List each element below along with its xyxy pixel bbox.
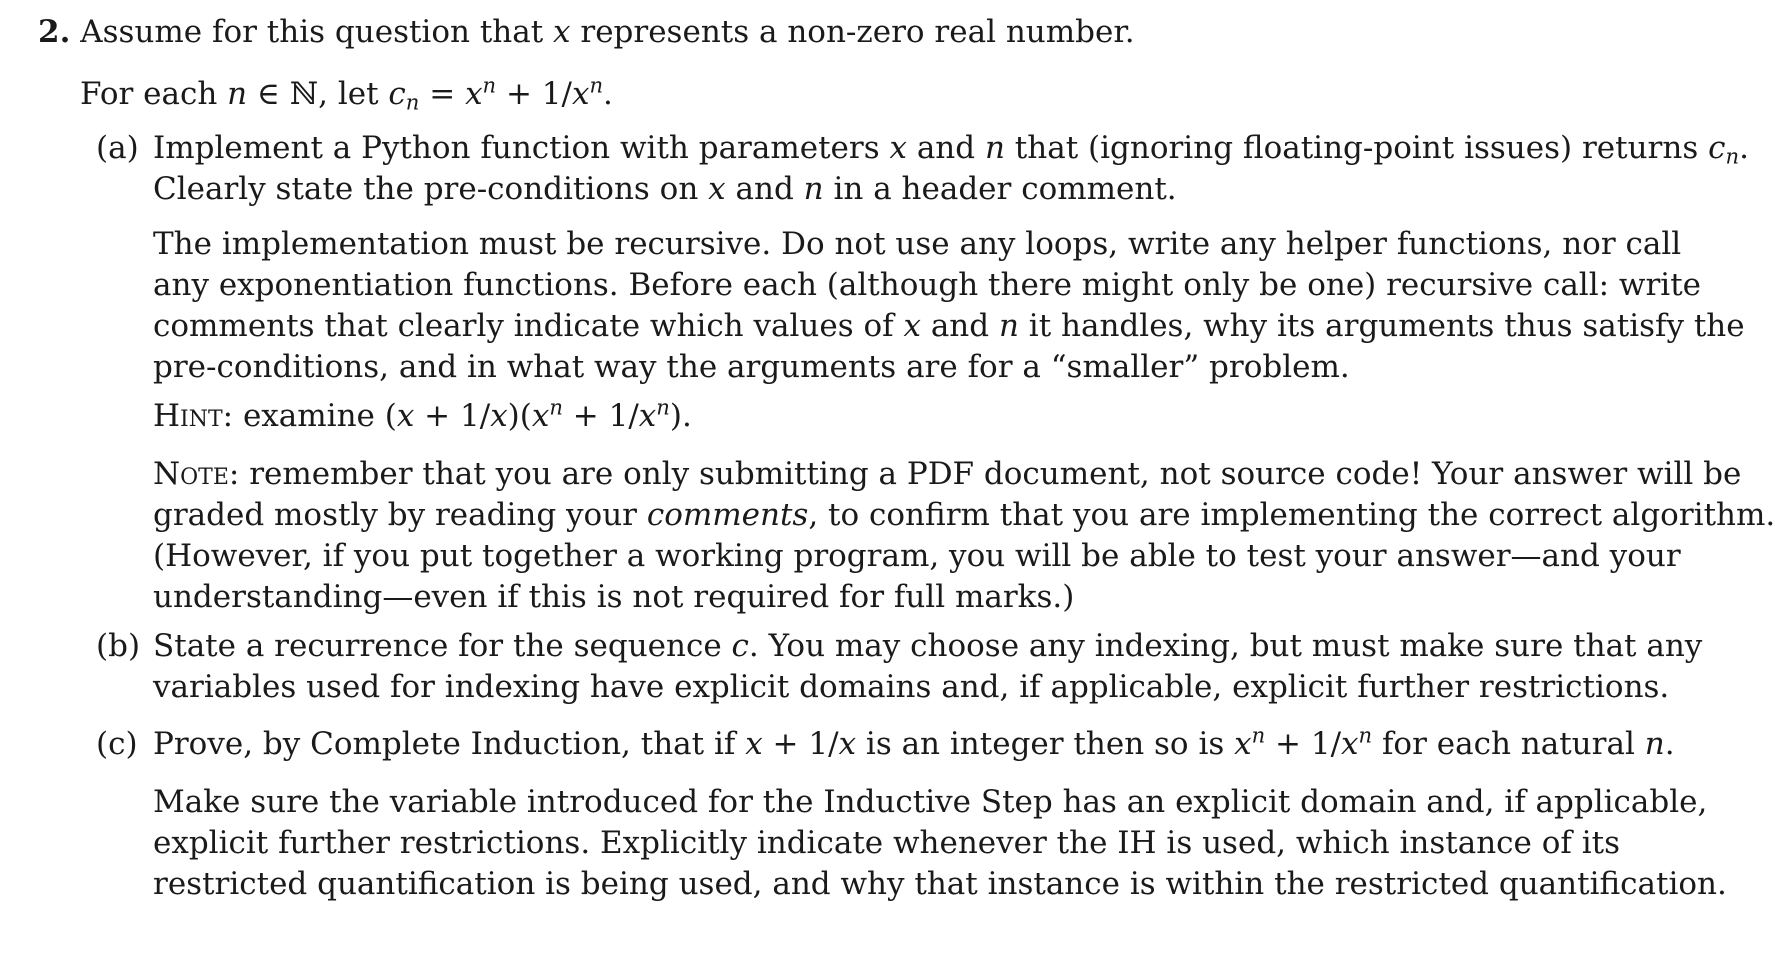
part-c-req-line: explicit further restrictions. Explicitly indicate whenever the IH is used, which instance of its bbox=[153, 825, 1620, 861]
note-line: graded mostly by reading your comments, to confirm that you are implementing the correct algorithm. bbox=[153, 497, 1775, 533]
hint-label: Hint: bbox=[153, 398, 234, 434]
requirements-line: The implementation must be recursive. Do not use any loops, write any helper functions, nor call bbox=[153, 226, 1682, 262]
question-number: 2. bbox=[38, 14, 71, 50]
part-c-requirements bbox=[153, 782, 1727, 905]
question-intro bbox=[38, 12, 1135, 53]
note-line: (However, if you put together a working program, you will be able to test your answer—and your bbox=[153, 538, 1681, 574]
sequence-definition: For each n ∈ ℕ, let $c_n = x^n + 1/x^n$. bbox=[80, 72, 613, 115]
part-b-line: variables used for indexing have explicit domains and, if applicable, explicit further restrictions. bbox=[153, 669, 1670, 705]
requirements-line: comments that clearly indicate which values of x and n it handles, why its arguments thus satisfy the bbox=[153, 308, 1745, 344]
note-line: remember that you are only submitting a PDF document, not source code! Your answer will be bbox=[249, 456, 1742, 492]
hint-text: examine $(x + 1/x)(x^n + 1/x^n)$. bbox=[242, 394, 692, 434]
requirements-line: any exponentiation functions. Before each (although there might only be one) recursive call: write bbox=[153, 267, 1702, 303]
part-a-note bbox=[153, 454, 1775, 618]
part-a-line-2: Clearly state the pre-conditions on x and n in a header comment. bbox=[153, 171, 1177, 207]
part-c-task bbox=[153, 722, 1675, 765]
part-b-task bbox=[153, 626, 1703, 708]
question-intro-text: Assume for this question that x represents a non-zero real number. bbox=[80, 14, 1135, 50]
note-line: understanding—even if this is not required for full marks.) bbox=[153, 579, 1075, 615]
note-label: Note: bbox=[153, 456, 240, 492]
part-a-requirements bbox=[153, 224, 1745, 388]
part-c-label: (c) bbox=[96, 726, 138, 762]
part-a-hint bbox=[153, 396, 1618, 437]
requirements-line: pre-conditions, and in what way the arguments are for a “smaller” problem. bbox=[153, 349, 1350, 385]
part-b-label: (b) bbox=[96, 628, 141, 664]
part-a-task bbox=[153, 128, 1749, 210]
part-c-req-line: Make sure the variable introduced for the Inductive Step has an explicit domain and, if applicable, bbox=[153, 784, 1708, 820]
part-c-req-line: restricted quantification is being used, and why that instance is within the restricted quantification. bbox=[153, 866, 1727, 902]
part-a-line-1: Implement a Python function with parameters x and n that (ignoring floating-point issues) returns $c_n$. bbox=[153, 130, 1749, 169]
part-b-line: State a recurrence for the sequence c. You may choose any indexing, but must make sure that any bbox=[153, 628, 1703, 664]
part-a-label: (a) bbox=[96, 130, 139, 166]
part-c-line-1: Prove, by Complete Induction, that if x + 1/x is an integer then so is $x^n + 1/x^n$ for each natural n. bbox=[153, 722, 1675, 762]
